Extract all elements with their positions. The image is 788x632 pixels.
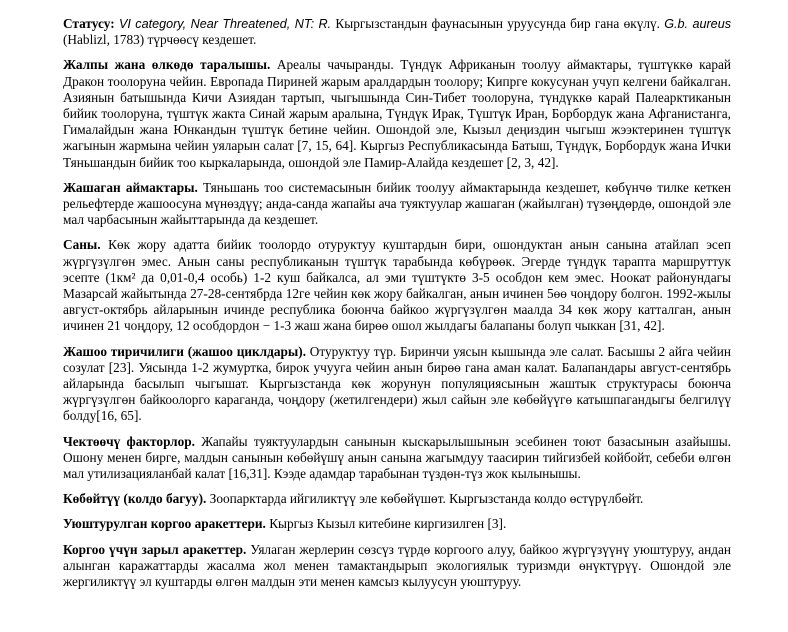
paragraph-text: Көк жору адатта бийик тоолордо отуруктуу куштардын бири, ошондуктан анын санына атайлап эсеп жүргүзүлгөн эмес. Анын саны республиканын түштүк тарабында көбүрөөк. Эгерде түндүк тарапта маршруттук эсепте (1км² да 0,01-0,4 особь) 1-2 куш байкалса, ал эми түштүктө 3-5 особдон кем эмес. Ноокат районундагы Мазарсай жайытында 27-28-сентябрда 12ге чейин көк жору байкалган, анын ичинен 5өө чоңдору болгон. 1992-жылы август-октябрь айларынын ичинде республика боюнча байкоо жүргүзүлгөн маалда 34 көк жору катталган, анын ичинен 21 чоңдору, 12 особдордон − 1-3 жаш жана бирөө ошол жылдагы балапаны болуп чыккан [31, 42]. xyxy=(63,237,731,334)
paragraph-text: Тяньшань тоо системасынын бийик тоолуу аймактарында кездешет, көбүнчө тилке кеткен рельефтерде жашоосуна мүнөздүү; анда-санда жапайы ача туяктуулар жашаган (жайылган) түзөңдөрдө, ошондой эле мал чарбасынын жайыттарында да кездешет. xyxy=(63,179,731,228)
paragraph-limiting-factors xyxy=(63,434,731,483)
paragraph-status xyxy=(63,16,731,48)
paragraph-habitat xyxy=(63,180,731,229)
species-author-text: (Hablizl, 1783) түрчөөсү кездешет. xyxy=(63,32,257,48)
paragraph-heading: Коргоо үчүн зарыл аракеттер. xyxy=(63,541,247,557)
status-body-text: Кыргызстандын фаунасынын уруусунда бир гана өкүлү. xyxy=(335,16,660,31)
paragraph-heading: Көбөйтүү (колдо багуу). xyxy=(63,491,207,507)
paragraph-heading: Жашоо тиричилиги (жашоо циклдары). xyxy=(63,343,307,359)
paragraph-protection-measures xyxy=(63,542,731,591)
paragraph-heading: Уюштурулган коргоо аракеттери. xyxy=(63,516,266,532)
paragraph-heading: Саны. xyxy=(63,237,101,253)
paragraph-text: Уялаган жерлерин сөзсүз түрдө коргоого алуу, байкоо жүргүзүүнү уюштуруу, андан алынган каражаттарды жасалма жол менен тамактандырып экологиялык туризмди өнүктүрүү. Ошондой эле жергиликтүү эл куштарды өлгөн малдын эти менен камсыз кылуусун уюштуруу. xyxy=(63,541,731,590)
paragraph-text: Отуруктуу түр. Биринчи уясын кышында эле салат. Басышы 2 айга чейин созулат [23]. Уясында 1-2 жумуртка, бирок учууга чейин анын бирөө гана аман калат. Балапандары август-сентябрь айларында басылып чыгышат. Кыргызстанда көк жорунун популяциясынын жаштык структурасы боюнча жүргүзүлгөн байкоолорго караганда, чоңдору (жетилгендери) жыл сайын эле көбөйүүгө катышпагандыгы белгилүү болду[16, 65]. xyxy=(63,343,731,424)
paragraph-organized-protection xyxy=(63,516,731,532)
species-latin-name: G.b. aureus xyxy=(664,17,731,31)
status-category-text: VI category, Near Threatened, NT: R. xyxy=(118,17,332,31)
paragraph-population xyxy=(63,237,731,334)
paragraph-heading: Жалпы жана өлкөдө таралышы. xyxy=(63,57,271,73)
paragraph-text: Зоопарктарда ийгиликтүү эле көбөйүшөт. Кыргызстанда колдо өстүрүлбөйт. xyxy=(209,491,644,507)
paragraph-text: Ареалы чачыранды. Түндүк Африканын тоолуу аймактары, түштүккө карай Дракон тоолоруна чейин. Европада Пириней жарым аралдардын тоолору; Кипрге кокусунан учуп келгени байкалган. Азиянын батышында Кичи Азиядан тартып, чыгышында Син-Тибет тоолоруна, түндүккө карай Палеарктиканын бийик тоолоруна, түштүк жакта Синай жарым аралына, Түндүк Ирак, Түштүк Иран, Борбордук жана Афганистанга, Гималайдын жана Юнкандын түштүк бетине чейин. Ошондой эле, Кызыл деңиздин чыгыш жээктеринен түштүк жагынын жармына чейин уяларын салат [7, 15, 64]. Кыргыз Республикасында Батыш, Түндүк, Борбордук жана Ички Тяньшандын бийик тоо кыркаларында, ошондой эле Памир-Алайда кездешет [2, 3, 42]. xyxy=(63,57,732,170)
paragraph-distribution xyxy=(63,57,731,170)
paragraph-heading: Жашаган аймактары. xyxy=(63,179,198,195)
paragraph-heading: Чектөөчү факторлор. xyxy=(63,433,195,449)
paragraph-text: Кыргыз Кызыл китебине киргизилген [3]. xyxy=(269,516,507,532)
paragraph-heading: Статусу: xyxy=(63,16,115,31)
paragraph-life-cycle xyxy=(63,344,731,425)
paragraph-text: Жапайы туяктуулардын санынын кыскарылышынын эсебинен тоют базасынын азайышы. Ошону менен бирге, малдын санынын көбөйүшү анын санына жагымдуу таасирин тийгизбей койбойт, себеби өлгөн мал утилизацияланбай калат [16,31]. Кээде адамдар тарабынан түздөн-түз жок кылынышы. xyxy=(63,433,732,482)
paragraph-captive-breeding xyxy=(63,491,731,507)
